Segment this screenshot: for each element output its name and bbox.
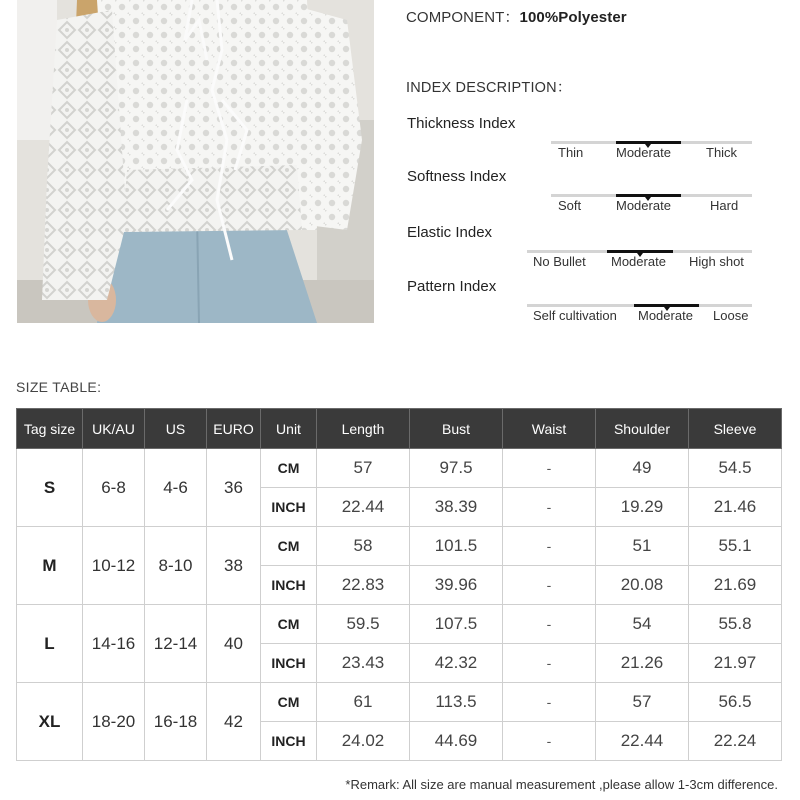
product-photo	[17, 0, 374, 323]
table-row	[17, 449, 782, 488]
index-option: Thin	[558, 145, 584, 160]
length-cell: 58	[317, 527, 410, 566]
table-header-row	[17, 409, 782, 449]
waist-cell: -	[503, 566, 596, 605]
euro-cell: 42	[207, 683, 261, 761]
index-option: Moderate	[611, 254, 666, 269]
us-cell: 4-6	[145, 449, 207, 527]
waist-cell: -	[503, 722, 596, 761]
tag-size-cell: L	[17, 605, 83, 683]
uk-au-cell: 10-12	[83, 527, 145, 605]
table-row	[17, 683, 782, 722]
waist-cell: -	[503, 527, 596, 566]
tag-size-cell: XL	[17, 683, 83, 761]
bust-cell: 107.5	[410, 605, 503, 644]
euro-cell: 38	[207, 527, 261, 605]
index-name: Thickness Index	[407, 115, 516, 132]
bust-cell: 42.32	[410, 644, 503, 683]
size-table	[16, 408, 782, 761]
bust-cell: 101.5	[410, 527, 503, 566]
index-description-title: INDEX DESCRIPTION：	[406, 80, 572, 96]
bust-cell: 97.5	[410, 449, 503, 488]
length-cell: 22.83	[317, 566, 410, 605]
length-cell: 22.44	[317, 488, 410, 527]
euro-cell: 36	[207, 449, 261, 527]
component-label: COMPONENT：	[406, 9, 520, 26]
unit-cell: CM	[261, 527, 317, 566]
sleeve-cell: 55.8	[689, 605, 782, 644]
index-option: Soft	[558, 198, 582, 213]
length-cell: 23.43	[317, 644, 410, 683]
index-option: Hard	[710, 198, 739, 213]
length-cell: 59.5	[317, 605, 410, 644]
unit-cell: CM	[261, 605, 317, 644]
column-header: US	[145, 409, 207, 449]
index-option: Loose	[713, 308, 749, 323]
column-header: UK/AU	[83, 409, 145, 449]
bust-cell: 39.96	[410, 566, 503, 605]
index-option: No Bullet	[533, 254, 586, 269]
length-cell: 24.02	[317, 722, 410, 761]
tag-size-cell: M	[17, 527, 83, 605]
uk-au-cell: 18-20	[83, 683, 145, 761]
index-row-pattern	[0, 278, 800, 323]
unit-cell: INCH	[261, 644, 317, 683]
bust-cell: 113.5	[410, 683, 503, 722]
unit-cell: CM	[261, 683, 317, 722]
sleeve-cell: 55.1	[689, 527, 782, 566]
component-value: 100%Polyester	[519, 9, 627, 26]
index-option: High shot	[689, 254, 744, 269]
index-option: Moderate	[616, 198, 671, 213]
column-header: Bust	[410, 409, 503, 449]
component-line	[406, 6, 627, 27]
index-name: Softness Index	[407, 168, 507, 185]
size-table-title: SIZE TABLE:	[16, 379, 102, 395]
waist-cell: -	[503, 605, 596, 644]
column-header: Length	[317, 409, 410, 449]
index-row-softness	[0, 168, 800, 213]
index-row-elastic	[0, 224, 800, 269]
waist-cell: -	[503, 488, 596, 527]
tag-size-cell: S	[17, 449, 83, 527]
sleeve-cell: 21.46	[689, 488, 782, 527]
remark-note: *Remark: All size are manual measurement ,please allow 1-3cm difference.	[345, 777, 778, 792]
shoulder-cell: 20.08	[596, 566, 689, 605]
column-header: EURO	[207, 409, 261, 449]
index-option: Moderate	[616, 145, 671, 160]
unit-cell: CM	[261, 449, 317, 488]
index-option: Moderate	[638, 308, 693, 323]
column-header: Waist	[503, 409, 596, 449]
us-cell: 8-10	[145, 527, 207, 605]
us-cell: 16-18	[145, 683, 207, 761]
unit-cell: INCH	[261, 488, 317, 527]
uk-au-cell: 14-16	[83, 605, 145, 683]
shoulder-cell: 57	[596, 683, 689, 722]
unit-cell: INCH	[261, 566, 317, 605]
us-cell: 12-14	[145, 605, 207, 683]
shoulder-cell: 19.29	[596, 488, 689, 527]
column-header: Tag size	[17, 409, 83, 449]
index-option: Thick	[706, 145, 738, 160]
table-row	[17, 605, 782, 644]
sleeve-cell: 21.69	[689, 566, 782, 605]
index-name: Pattern Index	[407, 278, 497, 295]
waist-cell: -	[503, 449, 596, 488]
shoulder-cell: 51	[596, 527, 689, 566]
sleeve-cell: 56.5	[689, 683, 782, 722]
sleeve-cell: 22.24	[689, 722, 782, 761]
length-cell: 57	[317, 449, 410, 488]
shoulder-cell: 49	[596, 449, 689, 488]
bust-cell: 38.39	[410, 488, 503, 527]
column-header: Unit	[261, 409, 317, 449]
shoulder-cell: 54	[596, 605, 689, 644]
sleeve-cell: 21.97	[689, 644, 782, 683]
unit-cell: INCH	[261, 722, 317, 761]
waist-cell: -	[503, 683, 596, 722]
bust-cell: 44.69	[410, 722, 503, 761]
index-name: Elastic Index	[407, 224, 493, 241]
uk-au-cell: 6-8	[83, 449, 145, 527]
column-header: Shoulder	[596, 409, 689, 449]
length-cell: 61	[317, 683, 410, 722]
shoulder-cell: 21.26	[596, 644, 689, 683]
column-header: Sleeve	[689, 409, 782, 449]
euro-cell: 40	[207, 605, 261, 683]
shoulder-cell: 22.44	[596, 722, 689, 761]
sleeve-cell: 54.5	[689, 449, 782, 488]
index-row-thickness	[0, 115, 800, 160]
waist-cell: -	[503, 644, 596, 683]
table-row	[17, 527, 782, 566]
index-option: Self cultivation	[533, 308, 617, 323]
